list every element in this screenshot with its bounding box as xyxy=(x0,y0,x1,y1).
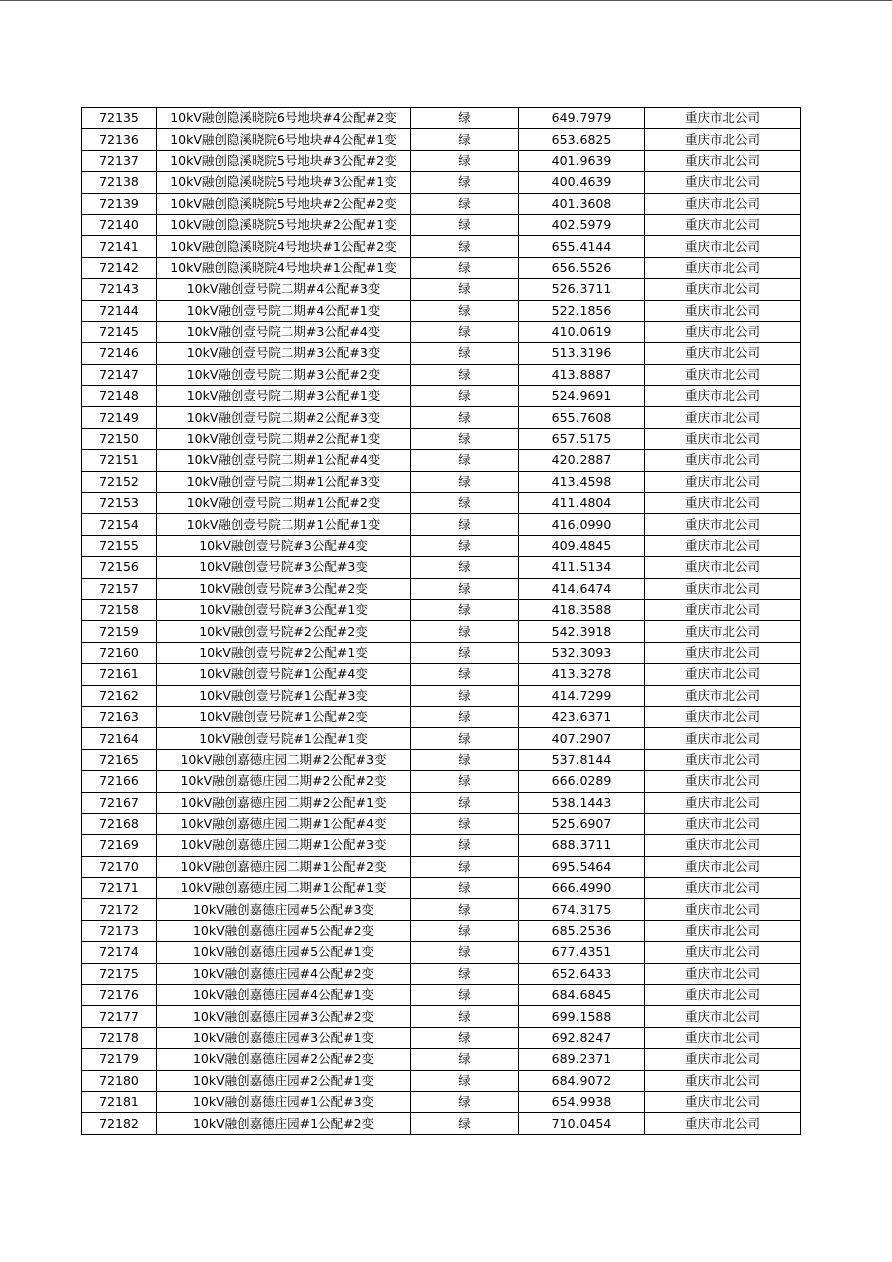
table-row xyxy=(82,1091,801,1112)
value-cell: 684.9072 xyxy=(519,1070,645,1091)
row-id-cell: 72161 xyxy=(82,664,157,685)
status-color-cell: 绿 xyxy=(411,1070,519,1091)
table-row xyxy=(82,407,801,428)
company-cell: 重庆市北公司 xyxy=(645,300,801,321)
company-cell: 重庆市北公司 xyxy=(645,535,801,556)
company-cell: 重庆市北公司 xyxy=(645,1049,801,1070)
table-row xyxy=(82,236,801,257)
table-row xyxy=(82,985,801,1006)
value-cell: 532.3093 xyxy=(519,642,645,663)
status-color-cell: 绿 xyxy=(411,985,519,1006)
company-cell: 重庆市北公司 xyxy=(645,493,801,514)
status-color-cell: 绿 xyxy=(411,428,519,449)
row-id-cell: 72178 xyxy=(82,1027,157,1048)
transformer-name-cell: 10kV融创壹号院#2公配#1变 xyxy=(157,642,411,663)
company-cell: 重庆市北公司 xyxy=(645,899,801,920)
table-row xyxy=(82,706,801,727)
value-cell: 407.2907 xyxy=(519,728,645,749)
table-row xyxy=(82,792,801,813)
company-cell: 重庆市北公司 xyxy=(645,428,801,449)
company-cell: 重庆市北公司 xyxy=(645,728,801,749)
table-row xyxy=(82,343,801,364)
table-row xyxy=(82,514,801,535)
transformer-name-cell: 10kV融创壹号院#3公配#4变 xyxy=(157,535,411,556)
row-id-cell: 72181 xyxy=(82,1091,157,1112)
value-cell: 409.4845 xyxy=(519,535,645,556)
table-row xyxy=(82,300,801,321)
company-cell: 重庆市北公司 xyxy=(645,214,801,235)
transformer-name-cell: 10kV融创壹号院#1公配#4变 xyxy=(157,664,411,685)
table-row xyxy=(82,279,801,300)
status-color-cell: 绿 xyxy=(411,557,519,578)
value-cell: 666.4990 xyxy=(519,878,645,899)
data-table xyxy=(81,107,801,1135)
value-cell: 513.3196 xyxy=(519,343,645,364)
table-row xyxy=(82,150,801,171)
company-cell: 重庆市北公司 xyxy=(645,364,801,385)
transformer-name-cell: 10kV融创嘉德庄园#2公配#2变 xyxy=(157,1049,411,1070)
status-color-cell: 绿 xyxy=(411,963,519,984)
transformer-name-cell: 10kV融创壹号院二期#3公配#2变 xyxy=(157,364,411,385)
value-cell: 411.4804 xyxy=(519,493,645,514)
row-id-cell: 72140 xyxy=(82,214,157,235)
transformer-name-cell: 10kV融创壹号院二期#2公配#1变 xyxy=(157,428,411,449)
company-cell: 重庆市北公司 xyxy=(645,172,801,193)
transformer-name-cell: 10kV融创壹号院二期#2公配#3变 xyxy=(157,407,411,428)
status-color-cell: 绿 xyxy=(411,193,519,214)
status-color-cell: 绿 xyxy=(411,343,519,364)
company-cell: 重庆市北公司 xyxy=(645,279,801,300)
table-row xyxy=(82,1027,801,1048)
value-cell: 657.5175 xyxy=(519,428,645,449)
company-cell: 重庆市北公司 xyxy=(645,321,801,342)
transformer-name-cell: 10kV融创嘉德庄园#5公配#2变 xyxy=(157,920,411,941)
row-id-cell: 72139 xyxy=(82,193,157,214)
row-id-cell: 72142 xyxy=(82,257,157,278)
transformer-name-cell: 10kV融创隐溪晓院5号地块#3公配#1变 xyxy=(157,172,411,193)
row-id-cell: 72158 xyxy=(82,599,157,620)
row-id-cell: 72175 xyxy=(82,963,157,984)
value-cell: 674.3175 xyxy=(519,899,645,920)
status-color-cell: 绿 xyxy=(411,493,519,514)
company-cell: 重庆市北公司 xyxy=(645,685,801,706)
table-row xyxy=(82,257,801,278)
status-color-cell: 绿 xyxy=(411,1049,519,1070)
company-cell: 重庆市北公司 xyxy=(645,471,801,492)
table-row xyxy=(82,493,801,514)
company-cell: 重庆市北公司 xyxy=(645,1113,801,1134)
value-cell: 699.1588 xyxy=(519,1006,645,1027)
transformer-name-cell: 10kV融创嘉德庄园二期#1公配#3变 xyxy=(157,835,411,856)
transformer-name-cell: 10kV融创嘉德庄园#1公配#2变 xyxy=(157,1113,411,1134)
value-cell: 414.7299 xyxy=(519,685,645,706)
value-cell: 411.5134 xyxy=(519,557,645,578)
row-id-cell: 72168 xyxy=(82,813,157,834)
transformer-name-cell: 10kV融创嘉德庄园#5公配#3变 xyxy=(157,899,411,920)
transformer-name-cell: 10kV融创隐溪晓院5号地块#2公配#2变 xyxy=(157,193,411,214)
company-cell: 重庆市北公司 xyxy=(645,1027,801,1048)
table-row xyxy=(82,813,801,834)
status-color-cell: 绿 xyxy=(411,578,519,599)
company-cell: 重庆市北公司 xyxy=(645,129,801,150)
row-id-cell: 72149 xyxy=(82,407,157,428)
status-color-cell: 绿 xyxy=(411,728,519,749)
company-cell: 重庆市北公司 xyxy=(645,578,801,599)
table-row xyxy=(82,942,801,963)
table-row xyxy=(82,685,801,706)
transformer-name-cell: 10kV融创壹号院二期#3公配#3变 xyxy=(157,343,411,364)
company-cell: 重庆市北公司 xyxy=(645,407,801,428)
value-cell: 413.8887 xyxy=(519,364,645,385)
row-id-cell: 72151 xyxy=(82,450,157,471)
company-cell: 重庆市北公司 xyxy=(645,236,801,257)
status-color-cell: 绿 xyxy=(411,129,519,150)
transformer-name-cell: 10kV融创壹号院#1公配#1变 xyxy=(157,728,411,749)
status-color-cell: 绿 xyxy=(411,386,519,407)
value-cell: 684.6845 xyxy=(519,985,645,1006)
transformer-name-cell: 10kV融创嘉德庄园#2公配#1变 xyxy=(157,1070,411,1091)
value-cell: 413.4598 xyxy=(519,471,645,492)
table-body xyxy=(82,108,801,1135)
status-color-cell: 绿 xyxy=(411,856,519,877)
table-row xyxy=(82,642,801,663)
value-cell: 401.9639 xyxy=(519,150,645,171)
company-cell: 重庆市北公司 xyxy=(645,878,801,899)
value-cell: 666.0289 xyxy=(519,771,645,792)
row-id-cell: 72162 xyxy=(82,685,157,706)
status-color-cell: 绿 xyxy=(411,535,519,556)
row-id-cell: 72180 xyxy=(82,1070,157,1091)
row-id-cell: 72136 xyxy=(82,129,157,150)
table-row xyxy=(82,535,801,556)
table-row xyxy=(82,471,801,492)
transformer-name-cell: 10kV融创壹号院#3公配#2变 xyxy=(157,578,411,599)
value-cell: 410.0619 xyxy=(519,321,645,342)
value-cell: 685.2536 xyxy=(519,920,645,941)
company-cell: 重庆市北公司 xyxy=(645,835,801,856)
row-id-cell: 72150 xyxy=(82,428,157,449)
company-cell: 重庆市北公司 xyxy=(645,386,801,407)
status-color-cell: 绿 xyxy=(411,471,519,492)
row-id-cell: 72164 xyxy=(82,728,157,749)
company-cell: 重庆市北公司 xyxy=(645,450,801,471)
transformer-name-cell: 10kV融创嘉德庄园二期#2公配#3变 xyxy=(157,749,411,770)
row-id-cell: 72159 xyxy=(82,621,157,642)
value-cell: 688.3711 xyxy=(519,835,645,856)
transformer-name-cell: 10kV融创壹号院二期#1公配#4变 xyxy=(157,450,411,471)
company-cell: 重庆市北公司 xyxy=(645,664,801,685)
status-color-cell: 绿 xyxy=(411,749,519,770)
status-color-cell: 绿 xyxy=(411,257,519,278)
row-id-cell: 72157 xyxy=(82,578,157,599)
company-cell: 重庆市北公司 xyxy=(645,150,801,171)
status-color-cell: 绿 xyxy=(411,792,519,813)
transformer-name-cell: 10kV融创壹号院二期#4公配#1变 xyxy=(157,300,411,321)
table-row xyxy=(82,1006,801,1027)
status-color-cell: 绿 xyxy=(411,878,519,899)
transformer-name-cell: 10kV融创壹号院二期#1公配#3变 xyxy=(157,471,411,492)
status-color-cell: 绿 xyxy=(411,685,519,706)
value-cell: 401.3608 xyxy=(519,193,645,214)
value-cell: 526.3711 xyxy=(519,279,645,300)
value-cell: 414.6474 xyxy=(519,578,645,599)
value-cell: 677.4351 xyxy=(519,942,645,963)
row-id-cell: 72141 xyxy=(82,236,157,257)
table-row xyxy=(82,193,801,214)
row-id-cell: 72160 xyxy=(82,642,157,663)
row-id-cell: 72172 xyxy=(82,899,157,920)
company-cell: 重庆市北公司 xyxy=(645,257,801,278)
transformer-name-cell: 10kV融创壹号院二期#1公配#2变 xyxy=(157,493,411,514)
row-id-cell: 72173 xyxy=(82,920,157,941)
row-id-cell: 72147 xyxy=(82,364,157,385)
value-cell: 524.9691 xyxy=(519,386,645,407)
value-cell: 649.7979 xyxy=(519,108,645,129)
status-color-cell: 绿 xyxy=(411,835,519,856)
table-row xyxy=(82,364,801,385)
table-row xyxy=(82,386,801,407)
value-cell: 653.6825 xyxy=(519,129,645,150)
value-cell: 692.8247 xyxy=(519,1027,645,1048)
table-row xyxy=(82,920,801,941)
table-row xyxy=(82,108,801,129)
row-id-cell: 72153 xyxy=(82,493,157,514)
row-id-cell: 72174 xyxy=(82,942,157,963)
company-cell: 重庆市北公司 xyxy=(645,621,801,642)
transformer-name-cell: 10kV融创壹号院#3公配#1变 xyxy=(157,599,411,620)
status-color-cell: 绿 xyxy=(411,642,519,663)
value-cell: 420.2887 xyxy=(519,450,645,471)
table-row xyxy=(82,771,801,792)
row-id-cell: 72156 xyxy=(82,557,157,578)
row-id-cell: 72154 xyxy=(82,514,157,535)
transformer-name-cell: 10kV融创隐溪晓院6号地块#4公配#1变 xyxy=(157,129,411,150)
value-cell: 538.1443 xyxy=(519,792,645,813)
company-cell: 重庆市北公司 xyxy=(645,1070,801,1091)
table-row xyxy=(82,728,801,749)
transformer-name-cell: 10kV融创壹号院#3公配#3变 xyxy=(157,557,411,578)
row-id-cell: 72143 xyxy=(82,279,157,300)
status-color-cell: 绿 xyxy=(411,664,519,685)
row-id-cell: 72145 xyxy=(82,321,157,342)
table-row xyxy=(82,129,801,150)
transformer-name-cell: 10kV融创嘉德庄园#5公配#1变 xyxy=(157,942,411,963)
transformer-name-cell: 10kV融创嘉德庄园#3公配#1变 xyxy=(157,1027,411,1048)
value-cell: 525.6907 xyxy=(519,813,645,834)
company-cell: 重庆市北公司 xyxy=(645,856,801,877)
company-cell: 重庆市北公司 xyxy=(645,813,801,834)
transformer-name-cell: 10kV融创嘉德庄园#4公配#1变 xyxy=(157,985,411,1006)
transformer-name-cell: 10kV融创隐溪晓院5号地块#2公配#1变 xyxy=(157,214,411,235)
transformer-name-cell: 10kV融创壹号院二期#3公配#4变 xyxy=(157,321,411,342)
company-cell: 重庆市北公司 xyxy=(645,1006,801,1027)
company-cell: 重庆市北公司 xyxy=(645,557,801,578)
row-id-cell: 72177 xyxy=(82,1006,157,1027)
value-cell: 710.0454 xyxy=(519,1113,645,1134)
value-cell: 416.0990 xyxy=(519,514,645,535)
value-cell: 542.3918 xyxy=(519,621,645,642)
status-color-cell: 绿 xyxy=(411,172,519,193)
company-cell: 重庆市北公司 xyxy=(645,792,801,813)
table-row xyxy=(82,664,801,685)
value-cell: 695.5464 xyxy=(519,856,645,877)
transformer-name-cell: 10kV融创隐溪晓院5号地块#3公配#2变 xyxy=(157,150,411,171)
status-color-cell: 绿 xyxy=(411,450,519,471)
status-color-cell: 绿 xyxy=(411,321,519,342)
status-color-cell: 绿 xyxy=(411,150,519,171)
status-color-cell: 绿 xyxy=(411,407,519,428)
company-cell: 重庆市北公司 xyxy=(645,985,801,1006)
row-id-cell: 72169 xyxy=(82,835,157,856)
status-color-cell: 绿 xyxy=(411,1027,519,1048)
transformer-name-cell: 10kV融创隐溪晓院4号地块#1公配#2变 xyxy=(157,236,411,257)
row-id-cell: 72170 xyxy=(82,856,157,877)
status-color-cell: 绿 xyxy=(411,1091,519,1112)
row-id-cell: 72137 xyxy=(82,150,157,171)
company-cell: 重庆市北公司 xyxy=(645,193,801,214)
company-cell: 重庆市北公司 xyxy=(645,920,801,941)
table-row xyxy=(82,1049,801,1070)
status-color-cell: 绿 xyxy=(411,279,519,300)
value-cell: 689.2371 xyxy=(519,1049,645,1070)
company-cell: 重庆市北公司 xyxy=(645,599,801,620)
value-cell: 537.8144 xyxy=(519,749,645,770)
transformer-name-cell: 10kV融创嘉德庄园二期#1公配#4变 xyxy=(157,813,411,834)
status-color-cell: 绿 xyxy=(411,920,519,941)
value-cell: 652.6433 xyxy=(519,963,645,984)
company-cell: 重庆市北公司 xyxy=(645,642,801,663)
company-cell: 重庆市北公司 xyxy=(645,963,801,984)
value-cell: 402.5979 xyxy=(519,214,645,235)
status-color-cell: 绿 xyxy=(411,813,519,834)
value-cell: 655.7608 xyxy=(519,407,645,428)
table-row xyxy=(82,557,801,578)
transformer-name-cell: 10kV融创壹号院#1公配#3变 xyxy=(157,685,411,706)
value-cell: 413.3278 xyxy=(519,664,645,685)
transformer-name-cell: 10kV融创嘉德庄园二期#1公配#1变 xyxy=(157,878,411,899)
row-id-cell: 72163 xyxy=(82,706,157,727)
status-color-cell: 绿 xyxy=(411,942,519,963)
row-id-cell: 72155 xyxy=(82,535,157,556)
page-top-border xyxy=(0,0,892,1)
status-color-cell: 绿 xyxy=(411,514,519,535)
table-row xyxy=(82,599,801,620)
transformer-name-cell: 10kV融创壹号院二期#1公配#1变 xyxy=(157,514,411,535)
row-id-cell: 72179 xyxy=(82,1049,157,1070)
transformer-name-cell: 10kV融创嘉德庄园#3公配#2变 xyxy=(157,1006,411,1027)
table-row xyxy=(82,899,801,920)
value-cell: 522.1856 xyxy=(519,300,645,321)
transformer-name-cell: 10kV融创壹号院二期#3公配#1变 xyxy=(157,386,411,407)
company-cell: 重庆市北公司 xyxy=(645,108,801,129)
status-color-cell: 绿 xyxy=(411,236,519,257)
company-cell: 重庆市北公司 xyxy=(645,942,801,963)
table-row xyxy=(82,172,801,193)
status-color-cell: 绿 xyxy=(411,108,519,129)
status-color-cell: 绿 xyxy=(411,621,519,642)
transformer-name-cell: 10kV融创壹号院#1公配#2变 xyxy=(157,706,411,727)
table-row xyxy=(82,321,801,342)
table-row xyxy=(82,835,801,856)
status-color-cell: 绿 xyxy=(411,214,519,235)
row-id-cell: 72152 xyxy=(82,471,157,492)
transformer-name-cell: 10kV融创隐溪晓院4号地块#1公配#1变 xyxy=(157,257,411,278)
row-id-cell: 72165 xyxy=(82,749,157,770)
value-cell: 418.3588 xyxy=(519,599,645,620)
transformer-name-cell: 10kV融创嘉德庄园二期#2公配#1变 xyxy=(157,792,411,813)
table-row xyxy=(82,856,801,877)
row-id-cell: 72148 xyxy=(82,386,157,407)
value-cell: 654.9938 xyxy=(519,1091,645,1112)
transformer-name-cell: 10kV融创壹号院#2公配#2变 xyxy=(157,621,411,642)
company-cell: 重庆市北公司 xyxy=(645,749,801,770)
row-id-cell: 72166 xyxy=(82,771,157,792)
company-cell: 重庆市北公司 xyxy=(645,771,801,792)
row-id-cell: 72138 xyxy=(82,172,157,193)
row-id-cell: 72176 xyxy=(82,985,157,1006)
transformer-name-cell: 10kV融创嘉德庄园二期#2公配#2变 xyxy=(157,771,411,792)
status-color-cell: 绿 xyxy=(411,364,519,385)
table-row xyxy=(82,450,801,471)
row-id-cell: 72146 xyxy=(82,343,157,364)
table-row xyxy=(82,1113,801,1134)
transformer-name-cell: 10kV融创嘉德庄园#1公配#3变 xyxy=(157,1091,411,1112)
status-color-cell: 绿 xyxy=(411,706,519,727)
company-cell: 重庆市北公司 xyxy=(645,343,801,364)
status-color-cell: 绿 xyxy=(411,899,519,920)
table-row xyxy=(82,1070,801,1091)
value-cell: 423.6371 xyxy=(519,706,645,727)
status-color-cell: 绿 xyxy=(411,771,519,792)
value-cell: 656.5526 xyxy=(519,257,645,278)
table-row xyxy=(82,428,801,449)
table-row xyxy=(82,749,801,770)
transformer-name-cell: 10kV融创隐溪晓院6号地块#4公配#2变 xyxy=(157,108,411,129)
row-id-cell: 72171 xyxy=(82,878,157,899)
row-id-cell: 72144 xyxy=(82,300,157,321)
row-id-cell: 72135 xyxy=(82,108,157,129)
table-row xyxy=(82,578,801,599)
company-cell: 重庆市北公司 xyxy=(645,514,801,535)
transformer-name-cell: 10kV融创壹号院二期#4公配#3变 xyxy=(157,279,411,300)
company-cell: 重庆市北公司 xyxy=(645,706,801,727)
transformer-name-cell: 10kV融创嘉德庄园#4公配#2变 xyxy=(157,963,411,984)
status-color-cell: 绿 xyxy=(411,1113,519,1134)
transformer-name-cell: 10kV融创嘉德庄园二期#1公配#2变 xyxy=(157,856,411,877)
table-row xyxy=(82,621,801,642)
value-cell: 400.4639 xyxy=(519,172,645,193)
company-cell: 重庆市北公司 xyxy=(645,1091,801,1112)
row-id-cell: 72167 xyxy=(82,792,157,813)
status-color-cell: 绿 xyxy=(411,599,519,620)
value-cell: 655.4144 xyxy=(519,236,645,257)
table-row xyxy=(82,963,801,984)
table-row xyxy=(82,214,801,235)
status-color-cell: 绿 xyxy=(411,1006,519,1027)
status-color-cell: 绿 xyxy=(411,300,519,321)
row-id-cell: 72182 xyxy=(82,1113,157,1134)
table-row xyxy=(82,878,801,899)
